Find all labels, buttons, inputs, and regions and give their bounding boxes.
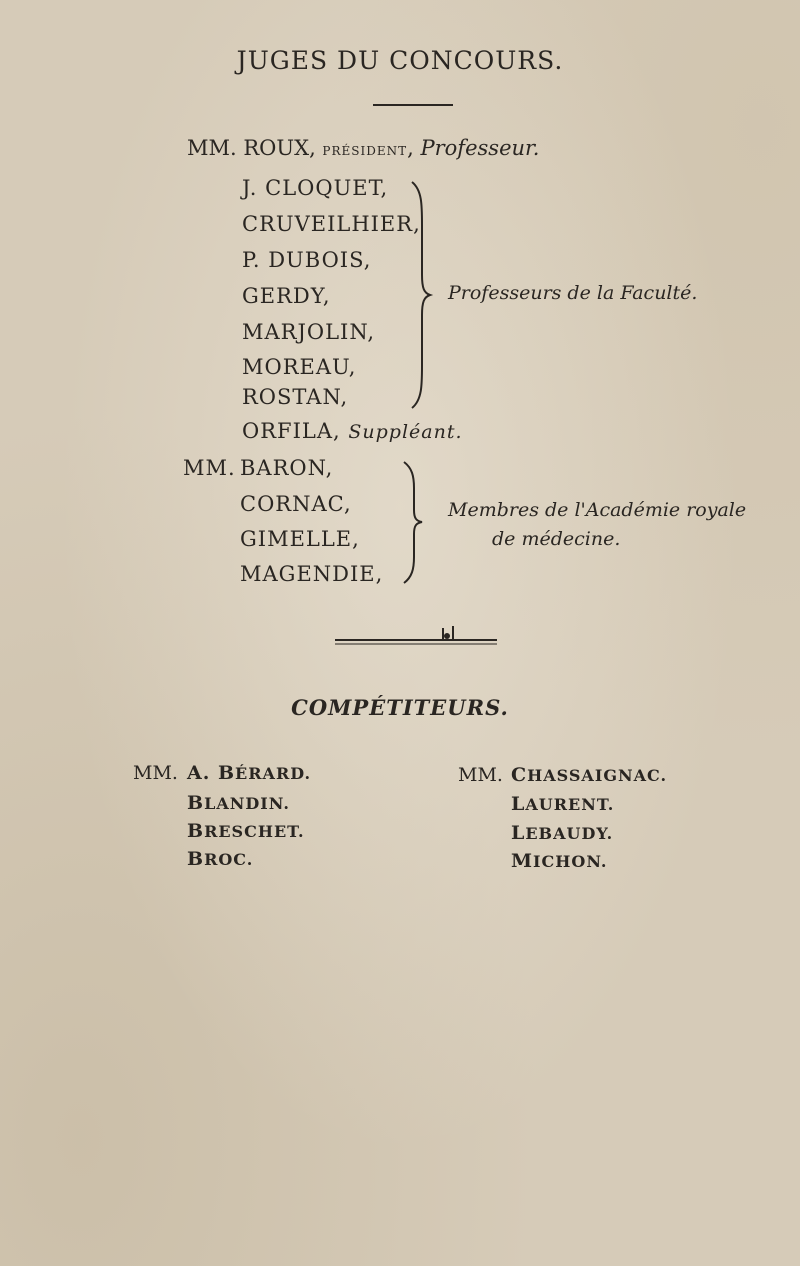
competitor-name: BLANDIN. — [187, 792, 290, 814]
faculty-member: J. CLOQUET, — [242, 176, 389, 200]
faculty-member: CRUVEILHIER, — [242, 212, 421, 236]
competitor-name: A. BÉRARD. — [187, 762, 312, 784]
competitor-name: BRESCHET. — [187, 820, 305, 842]
suppleant-name: ORFILA, — [242, 419, 341, 443]
academy-member: GIMELLE, — [240, 527, 360, 551]
faculty-label: Professeurs de la Faculté. — [448, 282, 698, 304]
faculty-member: GERDY, — [242, 284, 331, 308]
suppleant-role: Suppléant. — [348, 421, 463, 443]
competitor-name: LEBAUDY. — [511, 822, 614, 844]
academy-member: BARON, — [240, 456, 334, 480]
faculty-member: P. DUBOIS, — [242, 248, 372, 272]
president-line: MM. ROUX, PRÉSIDENT, Professeur. — [187, 136, 540, 160]
president-prefix: MM. — [187, 136, 237, 160]
president-role: PRÉSIDENT — [322, 144, 408, 158]
academy-brace — [400, 460, 424, 589]
academy-label-line1: Membres de l'Académie royale — [448, 499, 747, 521]
competitors-title: COMPÉTITEURS. — [291, 695, 509, 720]
president-name: ROUX — [243, 136, 310, 160]
competitors-right-prefix: MM. — [458, 764, 503, 786]
page-title: JUGES DU CONCOURS. — [236, 46, 564, 75]
faculty-brace — [408, 180, 432, 414]
faculty-member: MOREAU, — [242, 355, 357, 379]
academy-member: CORNAC, — [240, 492, 352, 516]
president-title: Professeur. — [420, 136, 540, 160]
competitor-name: LAURENT. — [511, 793, 615, 815]
faculty-member: ROSTAN, — [242, 385, 349, 409]
competitors-left-prefix: MM. — [133, 762, 178, 784]
suppleant-line — [242, 419, 463, 443]
competitor-name: MICHON. — [511, 850, 608, 872]
competitor-name: BROC. — [187, 848, 254, 870]
competitor-name: CHASSAIGNAC. — [511, 764, 668, 786]
ornament-divider — [335, 622, 500, 652]
title-divider — [373, 104, 453, 106]
faculty-member: MARJOLIN, — [242, 320, 376, 344]
academy-prefix: MM. — [183, 456, 236, 480]
academy-member: MAGENDIE, — [240, 562, 384, 586]
academy-label-line2: de médecine. — [492, 528, 621, 550]
